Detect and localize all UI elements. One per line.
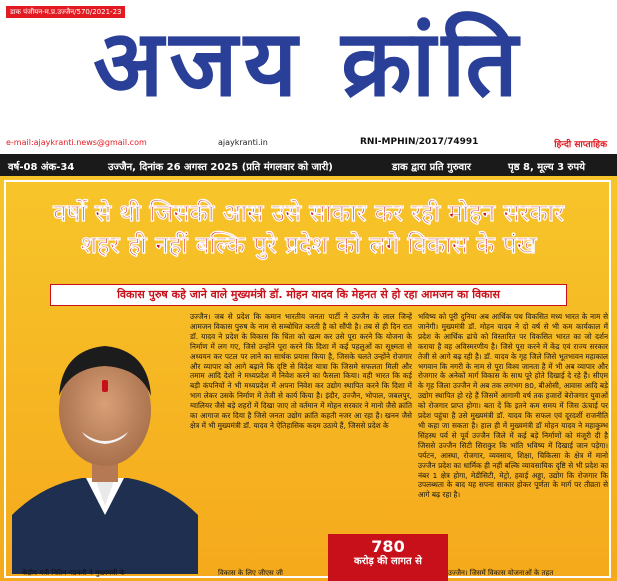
issue-info-bar	[0, 154, 617, 176]
rni-number: RNI-MPHIN/2017/74991	[360, 137, 479, 147]
info-row	[0, 136, 617, 152]
pages-price: पृष्ठ 8, मूल्य 3 रुपये	[508, 162, 586, 173]
website-text: ajaykranti.in	[218, 138, 268, 147]
postal-registration-strip: डाक पंजीयन-म.प्र.उज्जैन/570/2021-23	[6, 6, 125, 18]
investment-badge	[328, 534, 448, 581]
footer-text-left: केंद्रीय मंत्री नितिन गडकरी ने मुख्यमंत्री के	[22, 569, 125, 577]
issue-date: उज्जैन, दिनांक 26 अगस्त 2025 (प्रति मंगलवार को जारी)	[108, 162, 333, 173]
article-column-2: भविष्य को पूरी दुनिया अब आर्थिक पथ विकसित मध्य भारत के नाम से जानेगी। मुख्यमंत्री डॉ. मोहन यादव ने दो वर्ष से भी कम कार्यकाल में प्रदेश के आर्थिक ढांचे को विस्तारित पर विकसित भारत का जो दर्शन कराया है वह अविस्मरणीय है। जिसे पूरा करने में केंद्र एवं राज्य सरकार तेजी से आगे बढ़ रही है। डॉ. यादव के गृह जिले जिसे भूतभावन महाकाल भगवान कि नगरी के नाम से पूरा विश्व जानता है में भी अब व्यापार और रोजगार के अनेकों मार्ग विकास के साथ पूरे होते दिखाई दे रहे हैं। सीएम के गृह जिला उज्जैन में अब तक लगभग 80, बीओसी, आवास आदि बड़े उद्योग स्थापित हो रहे हैं जिसमें आगामी वर्ष तक हजारों बेरोजगार युवाओं को रोजगार प्राप्त होगा। बता दें कि इतने कम समय में जिस ऊंचाई पर प्रदेश पहुंचा है उसे मुख्यमंत्री डॉ. यादव कि सफल एवं दूरदर्शी राजनीति भी कहा जा सकता है। हाल ही में मुख्यमंत्री डॉ मोहन यादव ने महाकुम्भ सिंहस्थ पर्व से पूर्व उज्जैन जिले में कई बड़े निर्माणों को मंजूरी दी है जिससे उज्जैन सिटी सिराकुर कि भांति भविष्य में दिखाई जान पड़ेगा। पर्यटन, आस्था, रोजगार, व्यवसाय, शिक्षा, चिकित्सा के क्षेत्र में मानो उज्जैन प्रदेश का धार्मिक ही नहीं बल्कि व्यावसायिक दृष्टि से भी प्रदेश का नंबर 1 क्षेत्र होगा, मेडीसिटी, मेट्रो, हवाई अड्डा, उद्योग कि रोजगार कि उपलब्धता के बाद यह सपना साकार होकर पूर्णता के मार्ग पर तीव्रता से आगे बढ़ रहा है।	[418, 312, 608, 500]
headline-line-1: वर्षो से थी जिसकी आस उसे साकार कर रही मोहन सरकार	[53, 199, 564, 227]
masthead-title: अजय क्रांति	[93, 10, 524, 117]
year-issue: वर्ष-08 अंक-34	[8, 162, 75, 173]
badge-number: 780	[371, 537, 405, 556]
badge-text: करोड़ की लागत से	[354, 556, 422, 567]
footer-text-mid: विकास के लिए जीएस जी	[218, 569, 283, 577]
email-text: e-mail:ajaykranti.news@gmail.com	[6, 138, 147, 147]
subheadline-bar: विकास पुरुष कहे जाने वाले मुख्यमंत्री डॉ. मोहन यादव कि मेहनत से हो रहा आमजन का विकास	[50, 284, 567, 306]
article-column-1: उज्जैन। जब से प्रदेश कि कमान भारतीय जनता पार्टी ने उज्जैन के लाल जिन्हें आमजन विकास पुरुष के नाम से सम्बोधित करती है को सौंपी है। तब से ही दिन रात डॉ. यादव ने प्रदेश के विकास कि चिंता को खत्म कर उसे पूरा करने कि योजना के निर्माण में लग गए, जिसे उन्होंने पूरा करने कि दिशा में कई पहलुओं का सूक्ष्मता से अध्ययन कर पटल पर लाने का सार्थक प्रयास किया है, जिसके चलते उन्होंने रोजगार और व्यापार को आगे बढ़ाने कि दृष्टि से विदेश यात्रा कि जिसमे सफलता मिली और तमाम आदि देशो ने मध्यप्रदेश में निवेश करने का फैसला किया। वही भारत कि कई बड़ी कंपनियों ने भी मध्यप्रदेश में अपना निवेश कर उद्योग स्थापित करने कि दिशा में भाग लेकर उसके निर्माण में तेजी से कार्य किया है। इंदौर, उज्जैन, भोपाल, जबलपुर, ग्वालियर जैसे बड़े शहरों में दिखा जाए तो वर्तमान में मोहन सरकार ने मानो जैसे क्रांति का आगाज कर दिया है जिसे जनता उद्योग क्रांति कहती नजर आ रहा है। खनन जैसे क्षेत्र में भी मुख्यमंत्री डॉ. यादव ने ऐतिहासिक कदम उठाये हैं, जिससे प्रदेश के	[190, 312, 412, 430]
publication-type: हिन्दी साप्ताहिक	[554, 140, 607, 150]
headline-line-2: शहर ही नहीं बल्कि पुरे प्रदेश को लगे विकास के पंख	[80, 231, 537, 259]
footer-text-right: उज्जैन। जिसमें विकास योजनाओं के तहत	[448, 569, 554, 577]
postal-day: डाक द्वारा प्रति गुरुवार	[392, 162, 471, 173]
chief-minister-photo	[12, 310, 198, 574]
